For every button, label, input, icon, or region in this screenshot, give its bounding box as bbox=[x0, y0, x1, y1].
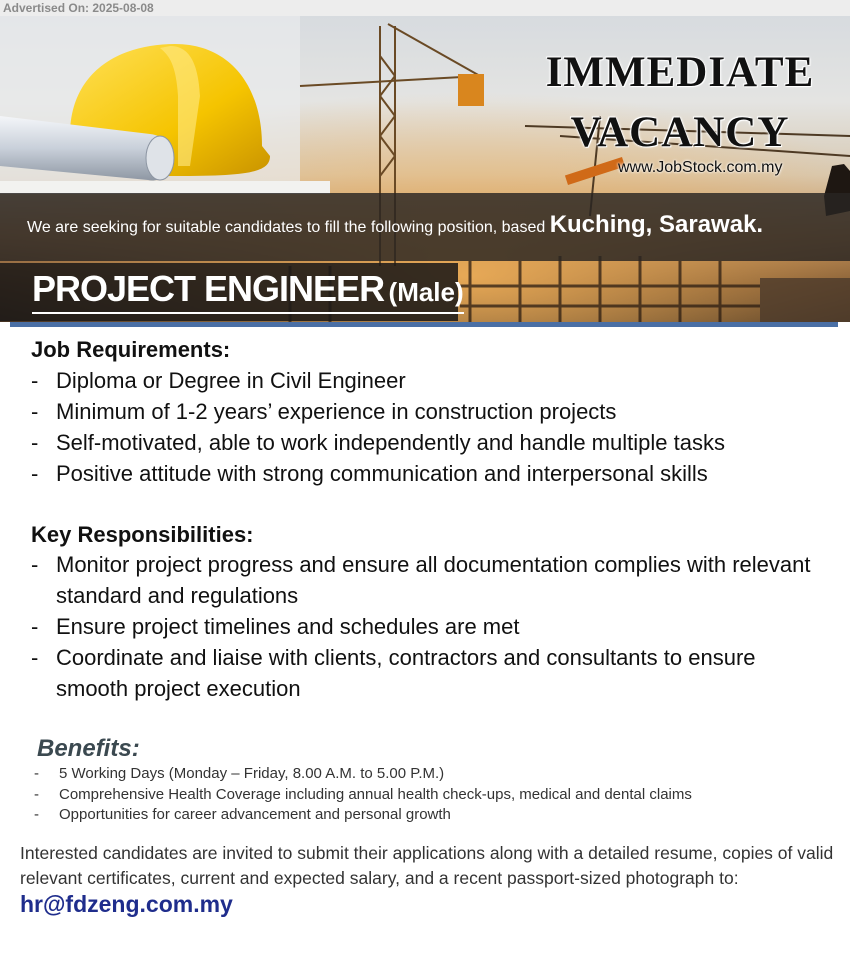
list-item bbox=[31, 396, 725, 427]
list-item bbox=[31, 458, 725, 489]
benefit-text: Comprehensive Health Coverage including annual health check-ups, medical and dental claims bbox=[59, 785, 692, 803]
list-item bbox=[31, 642, 821, 704]
bullet-dash: - bbox=[31, 552, 39, 577]
list-item bbox=[31, 427, 725, 458]
job-title bbox=[32, 268, 464, 314]
list-item bbox=[31, 365, 725, 396]
bullet-dash: - bbox=[31, 399, 39, 424]
list-item bbox=[31, 549, 821, 611]
list-item bbox=[31, 611, 821, 642]
job-location: Kuching, Sarawak. bbox=[549, 211, 764, 238]
website-url[interactable]: www.JobStock.com.my bbox=[618, 159, 783, 176]
benefits-heading: Benefits: bbox=[37, 735, 140, 762]
application-instructions: Interested candidates are invited to submit their applications along with a detailed resume, copies of valid relevant certificates, current and expected salary, and a recent passport-sized photograph to: bbox=[20, 843, 834, 888]
requirement-text: Positive attitude with strong communication and interpersonal skills bbox=[56, 461, 708, 486]
benefit-text: Opportunities for career advancement and personal growth bbox=[59, 806, 451, 823]
requirement-text: Diploma or Degree in Civil Engineer bbox=[56, 368, 406, 393]
headline-immediate: IMMEDIATE bbox=[545, 49, 815, 96]
list-item bbox=[34, 764, 692, 785]
responsibility-text: Monitor project progress and ensure all documentation complies with relevant standard and regulations bbox=[56, 552, 811, 608]
headline-vacancy: VACANCY bbox=[570, 109, 790, 156]
job-title-text: PROJECT ENGINEER bbox=[32, 268, 385, 309]
job-title-note: (Male) bbox=[388, 277, 464, 307]
bullet-dash: - bbox=[31, 645, 39, 670]
bullet-dash: - bbox=[31, 614, 39, 639]
responsibilities-list bbox=[31, 549, 821, 704]
requirements-heading: Job Requirements: bbox=[31, 337, 231, 362]
list-item bbox=[34, 785, 692, 806]
bullet-dash: - bbox=[34, 765, 39, 782]
requirement-text: Self-motivated, able to work independently and handle multiple tasks bbox=[56, 430, 725, 455]
responsibility-text: Ensure project timelines and schedules are met bbox=[56, 614, 520, 639]
bullet-dash: - bbox=[34, 785, 39, 803]
bullet-dash: - bbox=[31, 368, 39, 393]
advertised-bar bbox=[0, 0, 850, 16]
benefit-text: 5 Working Days (Monday – Friday, 8.00 A.M. to 5.00 P.M.) bbox=[59, 765, 445, 782]
divider-rule bbox=[10, 322, 838, 327]
bullet-dash: - bbox=[34, 806, 39, 823]
list-item bbox=[34, 805, 692, 826]
requirements-list bbox=[31, 365, 725, 489]
contact-email-link[interactable]: hr@fdzeng.com.my bbox=[20, 891, 233, 917]
seeking-statement bbox=[27, 211, 763, 239]
responsibility-text: Coordinate and liaise with clients, contractors and consultants to ensure smooth project execution bbox=[56, 645, 756, 701]
seeking-text: We are seeking for suitable candidates to fill the following position, based bbox=[27, 219, 546, 236]
benefits-list bbox=[34, 764, 692, 826]
advertised-date: Advertised On: 2025-08-08 bbox=[3, 1, 154, 15]
bullet-dash: - bbox=[31, 461, 39, 486]
requirement-text: Minimum of 1-2 years’ experience in construction projects bbox=[56, 399, 617, 424]
bullet-dash: - bbox=[31, 430, 39, 455]
responsibilities-heading: Key Responsibilities: bbox=[31, 522, 254, 547]
